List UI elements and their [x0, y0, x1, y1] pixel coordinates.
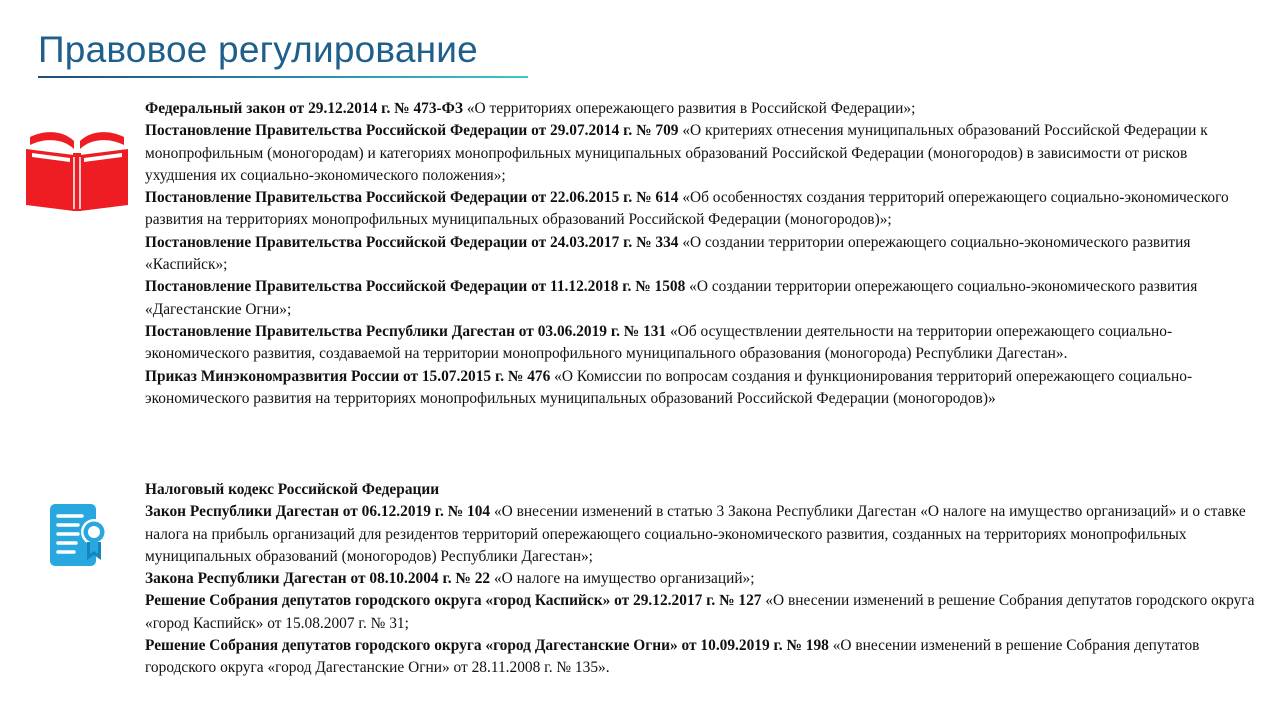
- title-underline: [38, 76, 528, 78]
- regulation-entry: Постановление Правительства Российской Федерации от 11.12.2018 г. № 1508 «О создании территории опережающего социально-экономического развития «Дагестанские Огни»;: [145, 278, 1198, 318]
- regulation-entry: Федеральный закон от 29.12.2014 г. № 473-ФЗ «О территориях опережающего развития в Российской Федерации»;: [145, 100, 916, 117]
- tax-regulations-list: [145, 479, 1257, 680]
- regulation-entry: Приказ Минэкономразвития России от 15.07.2015 г. № 476 «О Комиссии по вопросам создания и функционирования территорий опережающего социально-экономического развития на территориях монопрофильных муниципальных образований Российской Федерации (моногородов)»: [145, 367, 1193, 407]
- regulation-entry: Решение Собрания депутатов городского округа «город Каспийск» от 29.12.2017 г. № 127 «О внесении изменений в решение Собрания депутатов городского округа «город Каспийск» от 15.08.2007 г. № 31;: [145, 592, 1255, 632]
- federal-regulations-list: [145, 98, 1257, 410]
- document-certificate-icon: [48, 502, 110, 568]
- regulation-entry: Постановление Правительства Российской Федерации от 24.03.2017 г. № 334 «О создании территории опережающего социально-экономического развития «Каспийск»;: [145, 233, 1191, 274]
- slide-title: Правовое регулирование: [38, 29, 478, 70]
- regulation-entry: Постановление Правительства Республики Дагестан от 03.06.2019 г. № 131 «Об осуществлении деятельности на территории опережающего социально-экономического развития, создаваемой на территории монопрофильного муниципального образования (моногорода) Республики Дагестан».: [145, 322, 1173, 363]
- regulation-entry: Закон Республики Дагестан от 06.12.2019 г. № 104 «О внесении изменений в статью 3 Закона Республики Дагестан «О налоге на имущество организаций» и о ставке налога на прибыль организаций для резидентов территорий опережающего социально-экономического развития, созданных на территориях монопрофильных муниципальных образований (моногородов) Республики Дагестан»;: [145, 503, 1246, 565]
- regulation-entry: Закона Республики Дагестан от 08.10.2004 г. № 22 «О налоге на имущество организаций»;: [145, 570, 755, 588]
- book-icon: [24, 127, 130, 213]
- regulation-entry: Постановление Правительства Российской Федерации от 22.06.2015 г. № 614 «Об особенностях создания территорий опережающего социально-экономического развития на территориях монопрофильных муниципальных образований Российской Федерации (моногородов)»;: [145, 189, 1229, 229]
- regulation-entry: Решение Собрания депутатов городского округа «город Дагестанские Огни» от 10.09.2019 г. № 198 «О внесении изменений в решение Собрания депутатов городского округа «город Дагестанские Огни» от 28.11.2008 г. № 135».: [145, 637, 1200, 677]
- regulation-entry: Постановление Правительства Российской Федерации от 29.07.2014 г. № 709 «О критериях отнесения муниципальных образований Российской Федерации к монопрофильным (моногородам) и категориях монопрофильных муниципальных образований Российской Федерации (моногородов) в зависимости от рисков ухудшения их социально-экономического положения»;: [145, 122, 1208, 184]
- regulation-entry: Налоговый кодекс Российской Федерации: [145, 481, 440, 498]
